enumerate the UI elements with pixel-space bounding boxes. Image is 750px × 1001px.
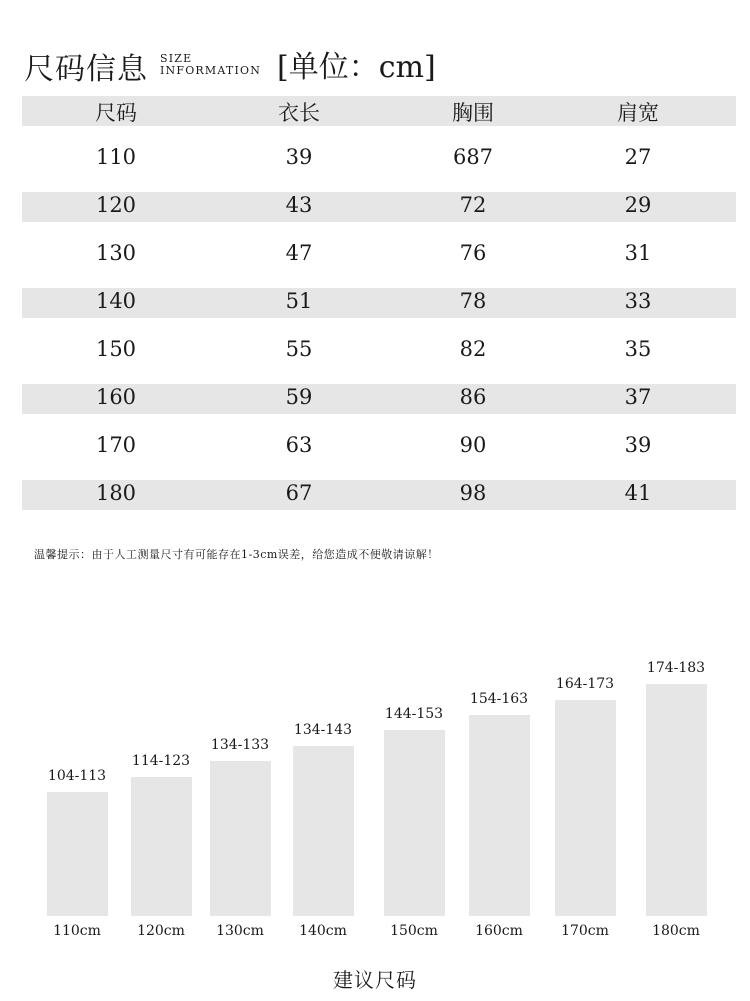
table-row	[22, 432, 736, 462]
x-tick-label: 120cm	[137, 923, 185, 939]
bar-data-label: 174-183	[646, 660, 706, 676]
unit-label: [单位：cm]	[277, 50, 436, 85]
table-row	[22, 144, 736, 174]
x-tick-label: 180cm	[652, 923, 700, 939]
table-cell: 86	[459, 385, 487, 409]
x-tick-label: 130cm	[216, 923, 264, 939]
table-cell: 31	[624, 241, 652, 265]
chart-bar	[555, 700, 616, 916]
table-cell: 82	[459, 337, 487, 361]
chart-bar	[469, 715, 530, 916]
table-cell: 120	[95, 193, 137, 217]
table-cell: 180	[95, 481, 137, 505]
table-row	[22, 288, 736, 318]
table-cell: 63	[285, 433, 313, 457]
page-subtitle	[160, 53, 261, 77]
bar-data-label: 134-133	[210, 737, 270, 753]
table-header-cell: 胸围	[452, 101, 494, 125]
chart-xlabel: 建议尺码	[333, 968, 417, 992]
table-row	[22, 336, 736, 366]
table-cell: 55	[285, 337, 313, 361]
table-cell: 78	[459, 289, 487, 313]
bar-data-label: 144-153	[384, 706, 444, 722]
table-cell: 39	[624, 433, 652, 457]
table-header-cell: 肩宽	[617, 101, 659, 125]
table-cell: 130	[95, 241, 137, 265]
bar-data-label: 164-173	[555, 676, 615, 692]
chart-bar	[210, 761, 271, 916]
chart-bar	[646, 684, 707, 916]
x-tick-label: 110cm	[53, 923, 101, 939]
table-header-cell: 衣长	[278, 101, 320, 125]
bar-data-label: 134-143	[293, 722, 353, 738]
chart-bar	[47, 792, 108, 916]
chart-bar	[293, 746, 354, 916]
table-cell: 90	[459, 433, 487, 457]
table-cell: 170	[95, 433, 137, 457]
chart-bar	[131, 777, 192, 916]
table-cell: 27	[624, 145, 652, 169]
table-cell: 687	[452, 145, 494, 169]
table-cell: 98	[459, 481, 487, 505]
table-header-row	[22, 96, 736, 126]
table-cell: 33	[624, 289, 652, 313]
table-cell: 110	[95, 145, 137, 169]
measurement-note: 温馨提示：由于人工测量尺寸有可能存在1-3cm误差，给您造成不便敬请谅解！	[34, 548, 439, 561]
table-cell: 72	[459, 193, 487, 217]
subtitle-line-1: SIZE	[160, 52, 193, 65]
table-cell: 29	[624, 193, 652, 217]
chart-bar	[384, 730, 445, 916]
table-cell: 140	[95, 289, 137, 313]
table-header-cell: 尺码	[95, 101, 137, 125]
table-cell: 150	[95, 337, 137, 361]
x-tick-label: 150cm	[390, 923, 438, 939]
page-title: 尺码信息	[24, 52, 148, 87]
table-cell: 76	[459, 241, 487, 265]
x-tick-label: 170cm	[561, 923, 609, 939]
table-cell: 51	[285, 289, 313, 313]
bar-data-label: 104-113	[47, 768, 107, 784]
bar-data-label: 154-163	[469, 691, 529, 707]
bar-data-label: 114-123	[131, 753, 191, 769]
table-cell: 39	[285, 145, 313, 169]
table-cell: 43	[285, 193, 313, 217]
table-cell: 41	[624, 481, 652, 505]
table-cell: 59	[285, 385, 313, 409]
table-cell: 67	[285, 481, 313, 505]
table-row	[22, 384, 736, 414]
table-row	[22, 240, 736, 270]
table-cell: 47	[285, 241, 313, 265]
x-tick-label: 160cm	[475, 923, 523, 939]
table-row	[22, 480, 736, 510]
x-tick-label: 140cm	[299, 923, 347, 939]
table-cell: 37	[624, 385, 652, 409]
table-row	[22, 192, 736, 222]
table-cell: 35	[624, 337, 652, 361]
table-cell: 160	[95, 385, 137, 409]
subtitle-line-2: INFORMATION	[160, 64, 262, 77]
